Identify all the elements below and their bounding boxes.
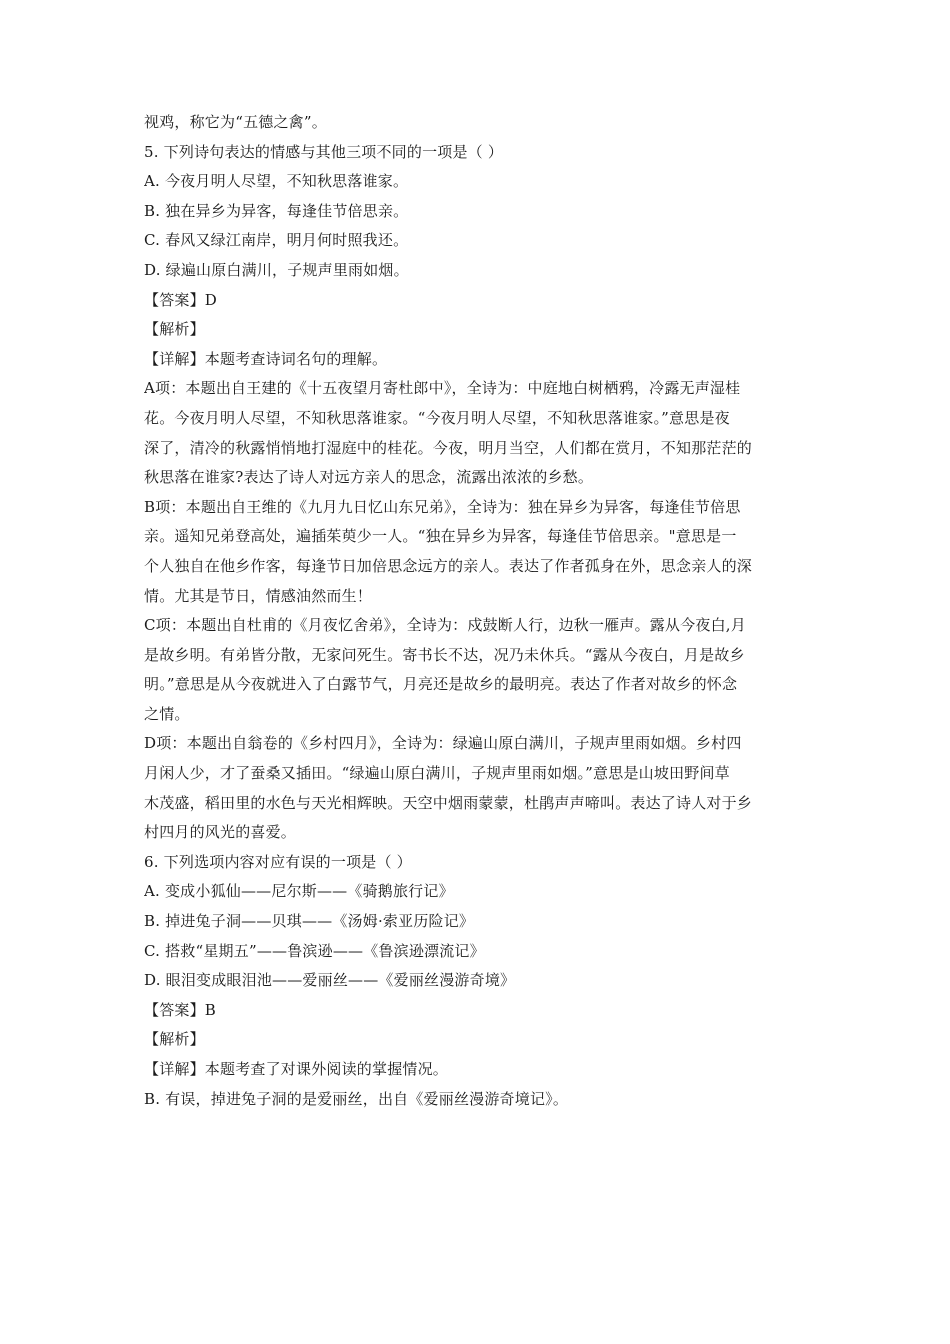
text-line: 花。今夜月明人尽望，不知秋思落谁家。“今夜月明人尽望，不知秋思落谁家。”意思是夜 bbox=[144, 408, 730, 427]
text-line: 明。”意思是从今夜就进入了白露节气，月亮还是故乡的最明亮。表达了作者对故乡的怀念 bbox=[144, 675, 738, 694]
question-5-option-c: C. 春风又绿江南岸，明月何时照我还。 bbox=[144, 231, 409, 250]
question-5-explanation-b bbox=[144, 493, 812, 611]
question-5-option-d: D. 绿遍山原白满川，子规声里雨如烟。 bbox=[144, 260, 409, 279]
text-line: D项：本题出自翁卷的《乡村四月》，全诗为：绿遍山原白满川，子规声里雨如烟。乡村四 bbox=[144, 734, 742, 753]
question-6-option-c: C. 搭救“星期五”——鲁滨逊——《鲁滨逊漂流记》 bbox=[144, 941, 485, 960]
question-5-explanation-d bbox=[144, 729, 812, 847]
question-6-answer: 【答案】B bbox=[144, 1000, 217, 1019]
question-5-option-a: A. 今夜月明人尽望，不知秋思落谁家。 bbox=[144, 172, 409, 191]
text-line: 村四月的风光的喜爱。 bbox=[144, 823, 297, 842]
text-line: C项：本题出自杜甫的《月夜忆舍弟》，全诗为：戍鼓断人行，边秋一雁声。露从今夜白,月 bbox=[144, 616, 746, 635]
question-5-detail-intro: 【详解】本题考查诗词名句的理解。 bbox=[144, 349, 388, 368]
question-6-analysis-heading: 【解析】 bbox=[144, 1030, 205, 1049]
text-line: 秋思落在谁家?表达了诗人对远方亲人的思念，流露出浓浓的乡愁。 bbox=[144, 468, 594, 487]
document-page bbox=[144, 108, 812, 1114]
question-5-explanation-a bbox=[144, 374, 812, 492]
question-6-detail-intro: 【详解】本题考查了对课外阅读的掌握情况。 bbox=[144, 1060, 449, 1078]
text-line: 深了，清冷的秋露悄悄地打湿庭中的桂花。今夜，明月当空，人们都在赏月，不知那茫茫的 bbox=[144, 438, 753, 457]
text-line: 木茂盛，稻田里的水色与天光相辉映。天空中烟雨蒙蒙，杜鹃声声啼叫。表达了诗人对于乡 bbox=[144, 793, 753, 812]
question-6-option-b: B. 掉进兔子洞——贝琪——《汤姆·索亚历险记》 bbox=[144, 912, 475, 931]
text-line: 视鸡，称它为“五德之禽”。 bbox=[144, 113, 327, 131]
question-5-answer: 【答案】D bbox=[144, 290, 218, 309]
question-6-option-a: A. 变成小狐仙——尼尔斯——《骑鹅旅行记》 bbox=[144, 882, 454, 901]
text-line: 情。尤其是节日，情感油然而生！ bbox=[144, 586, 373, 605]
text-line: A项：本题出自王建的《十五夜望月寄杜郎中》，全诗为：中庭地白树栖鸦，冷露无声湿桂 bbox=[144, 379, 741, 398]
text-line: 个人独自在他乡作客，每逢节日加倍思念远方的亲人。表达了作者孤身在外，思念亲人的深 bbox=[144, 556, 753, 575]
text-line: 亲。遥知兄弟登高处，遍插茱萸少一人。“独在异乡为异客，每逢佳节倍思亲。"意思是一 bbox=[144, 527, 737, 546]
question-6-option-d: D. 眼泪变成眼泪池——爱丽丝——《爱丽丝漫游奇境》 bbox=[144, 971, 516, 990]
text-line: 是故乡明。有弟皆分散，无家问死生。寄书长不达，况乃未休兵。“露从今夜白，月是故乡 bbox=[144, 645, 745, 664]
question-5-explanation-c bbox=[144, 611, 812, 729]
question-6-stem: 6. 下列选项内容对应有误的一项是（ ） bbox=[144, 852, 412, 871]
text-line: 月闲人少，才了蚕桑又插田。“绿遍山原白满川，子规声里雨如烟。”意思是山坡田野间草 bbox=[144, 764, 730, 783]
question-5-option-b: B. 独在异乡为异客，每逢佳节倍思亲。 bbox=[144, 201, 409, 220]
text-line: 之情。 bbox=[144, 704, 190, 723]
question-5-analysis-heading: 【解析】 bbox=[144, 320, 205, 339]
question-5-stem: 5. 下列诗句表达的情感与其他三项不同的一项是（ ） bbox=[144, 142, 504, 161]
text-line: B项：本题出自王维的《九月九日忆山东兄弟》，全诗为：独在异乡为异客，每逢佳节倍思 bbox=[144, 497, 741, 516]
question-6-explanation-b: B. 有误，掉进兔子洞的是爱丽丝，出自《爱丽丝漫游奇境记》。 bbox=[144, 1089, 569, 1108]
